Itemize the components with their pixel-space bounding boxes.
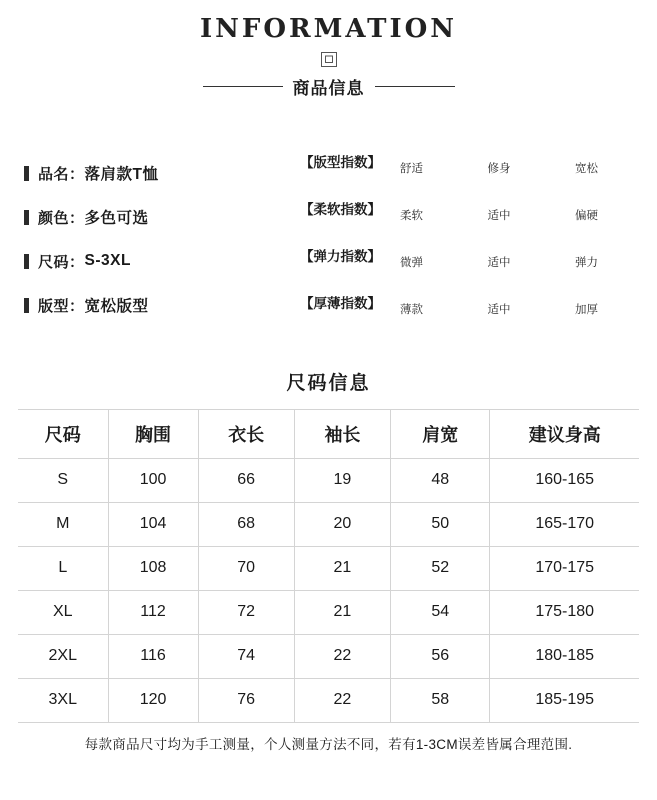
spec-value: 落肩款T恤: [84, 166, 159, 183]
cell-shoulder: 56: [391, 634, 490, 678]
cell-sleeve: 21: [294, 590, 390, 634]
divider-left: [203, 86, 283, 87]
cell-sleeve: 22: [294, 634, 390, 678]
meter-label-left: 微弹: [400, 257, 423, 269]
cell-length: 70: [198, 546, 294, 590]
subtitle-row: [0, 74, 657, 99]
bullet-icon: [24, 210, 29, 225]
meter-label-left: 柔软: [400, 210, 423, 222]
spec-row-name: [24, 151, 294, 195]
index-row-softness: [300, 192, 640, 239]
meter-label-mid: 适中: [487, 257, 511, 269]
cell-length: 68: [198, 502, 294, 546]
column-header-sleeve: 袖长: [294, 410, 390, 458]
meter-label-right: 宽松: [575, 163, 598, 175]
bullet-icon: [24, 166, 29, 181]
cell-size: XL: [18, 590, 108, 634]
table-row: [18, 634, 639, 678]
column-header-height: 建议身高: [490, 410, 639, 458]
index-meter: [400, 286, 598, 317]
cell-length: 76: [198, 678, 294, 722]
cell-bust: 104: [108, 502, 198, 546]
cell-sleeve: 19: [294, 458, 390, 502]
cell-length: 74: [198, 634, 294, 678]
info-section: [0, 145, 657, 345]
index-row-fit: [300, 145, 640, 192]
cell-shoulder: 48: [391, 458, 490, 502]
cell-shoulder: 58: [391, 678, 490, 722]
cell-sleeve: 22: [294, 678, 390, 722]
page-title: INFORMATION: [199, 14, 458, 44]
meter-label-right: 偏硬: [575, 210, 598, 222]
cell-size: 2XL: [18, 634, 108, 678]
spec-value: S-3XL: [84, 252, 131, 269]
index-meter: [400, 192, 598, 223]
cell-bust: 108: [108, 546, 198, 590]
meter-label-mid: 适中: [487, 210, 511, 222]
spec-value: 多色可选: [84, 210, 149, 227]
column-header-length: 衣长: [198, 410, 294, 458]
bullet-icon: [24, 254, 29, 269]
index-meter-list: [300, 145, 640, 333]
cell-size: L: [18, 546, 108, 590]
size-table-title: 尺码信息: [18, 358, 639, 410]
divider-right: [375, 86, 455, 87]
index-name: 【厚薄指数】: [300, 296, 381, 311]
cell-height: 175-180: [490, 590, 639, 634]
cell-bust: 112: [108, 590, 198, 634]
cell-bust: 120: [108, 678, 198, 722]
cell-size: S: [18, 458, 108, 502]
index-name: 【弹力指数】: [300, 249, 381, 264]
page-subtitle: 商品信息: [292, 79, 365, 98]
index-meter: [400, 145, 598, 176]
meter-label-left: 舒适: [400, 163, 423, 175]
cell-bust: 100: [108, 458, 198, 502]
cell-shoulder: 54: [391, 590, 490, 634]
spec-row-fit: [24, 283, 294, 327]
cell-height: 180-185: [490, 634, 639, 678]
image-frame-icon: [0, 50, 657, 68]
spec-label: 版型：: [38, 297, 85, 315]
cell-bust: 116: [108, 634, 198, 678]
meter-labels: [400, 301, 598, 317]
cell-height: 170-175: [490, 546, 639, 590]
column-header-size: 尺码: [18, 410, 108, 458]
size-table: [18, 410, 639, 723]
table-row: [18, 546, 639, 590]
meter-label-mid: 适中: [487, 304, 511, 316]
measurement-note: 每款商品尺寸均为手工测量，个人测量方法不同，若有1-3CM误差皆属合理范围.: [84, 736, 573, 752]
index-meter: [400, 239, 598, 270]
meter-label-mid: 修身: [487, 163, 511, 175]
spec-label: 品名：: [38, 165, 85, 183]
meter-label-right: 加厚: [575, 304, 598, 316]
table-row: [18, 678, 639, 722]
meter-labels: [400, 207, 598, 223]
spec-row-color: [24, 195, 294, 239]
index-row-elasticity: [300, 239, 640, 286]
bullet-icon: [24, 298, 29, 313]
cell-height: 165-170: [490, 502, 639, 546]
page-header: [0, 0, 657, 99]
cell-size: 3XL: [18, 678, 108, 722]
meter-label-right: 弹力: [575, 257, 598, 269]
size-information-block: [18, 358, 639, 767]
meter-labels: [400, 160, 598, 176]
spec-label: 尺码：: [38, 253, 85, 271]
meter-labels: [400, 254, 598, 270]
meter-label-left: 薄款: [400, 304, 423, 316]
cell-shoulder: 50: [391, 502, 490, 546]
index-row-thickness: [300, 286, 640, 333]
table-row: [18, 502, 639, 546]
index-name: 【柔软指数】: [300, 202, 381, 217]
cell-height: 160-165: [490, 458, 639, 502]
table-row: [18, 590, 639, 634]
column-header-bust: 胸围: [108, 410, 198, 458]
column-header-shoulder: 肩宽: [391, 410, 490, 458]
cell-length: 66: [198, 458, 294, 502]
table-header-row: [18, 410, 639, 458]
cell-length: 72: [198, 590, 294, 634]
cell-sleeve: 21: [294, 546, 390, 590]
spec-list: [24, 151, 294, 327]
cell-size: M: [18, 502, 108, 546]
spec-value: 宽松版型: [84, 298, 149, 315]
table-row: [18, 458, 639, 502]
cell-height: 185-195: [490, 678, 639, 722]
cell-sleeve: 20: [294, 502, 390, 546]
spec-label: 颜色：: [38, 209, 85, 227]
spec-row-size: [24, 239, 294, 283]
index-name: 【版型指数】: [300, 155, 381, 170]
cell-shoulder: 52: [391, 546, 490, 590]
